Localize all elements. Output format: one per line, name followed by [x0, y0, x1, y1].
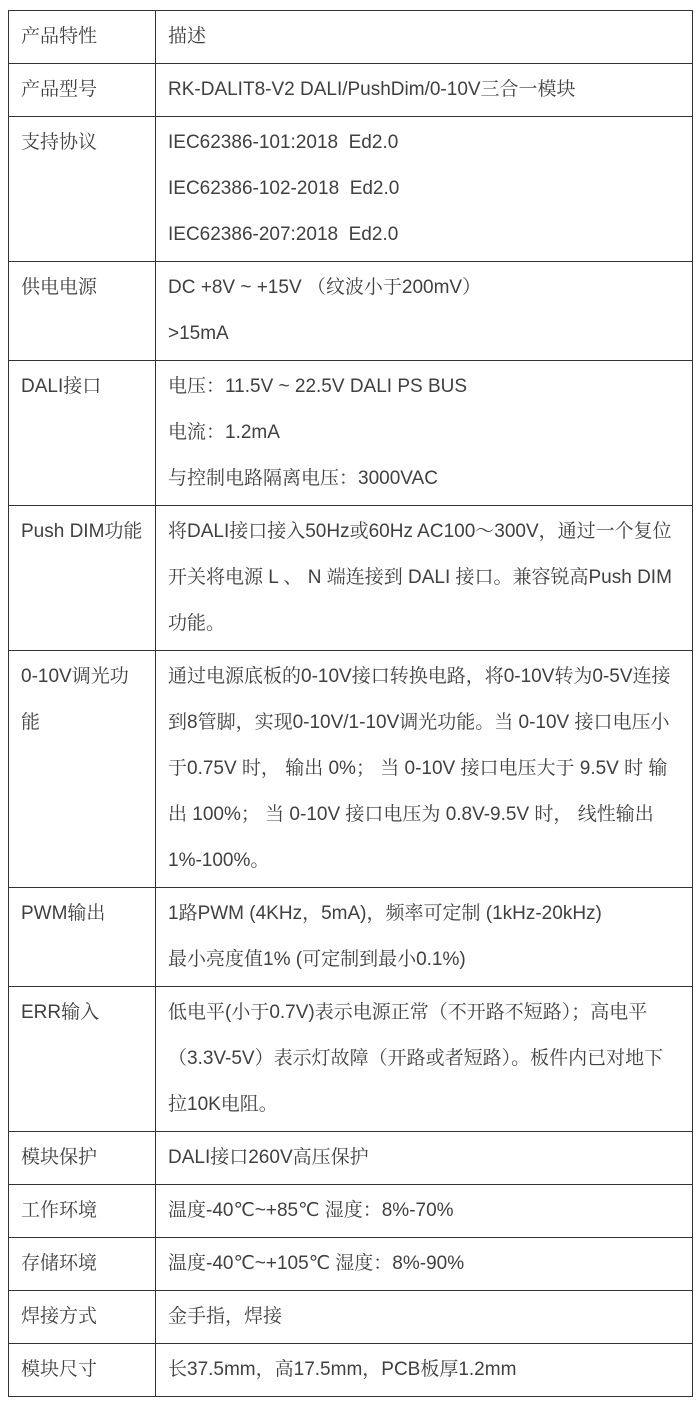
feature-label: DALI接口: [21, 376, 102, 397]
description-line: 电流：1.2mA: [168, 422, 280, 443]
description-cell: [156, 117, 693, 262]
description-line: 将DALI接口接入50Hz或60Hz AC100～300V，通过一个复位开关将电源 L 、 N 端连接到 DALI 接口。兼容锐高Push DIM 功能。: [168, 521, 678, 634]
table-row: [9, 117, 693, 262]
table-row: [9, 987, 693, 1132]
feature-cell: [9, 1291, 156, 1344]
table-row: [9, 1238, 693, 1291]
description-line: IEC62386-101:2018 Ed2.0: [168, 132, 399, 153]
table-row: [9, 1291, 693, 1344]
description-cell: [156, 361, 693, 506]
feature-cell: [9, 1344, 156, 1397]
description-line: DC +8V ~ +15V （纹波小于200mV）: [168, 277, 482, 298]
description-line: DALI接口260V高压保护: [168, 1147, 369, 1168]
feature-label: ERR输入: [21, 1002, 100, 1023]
description-line: 长37.5mm，高17.5mm，PCB板厚1.2mm: [168, 1359, 517, 1380]
feature-label: 产品型号: [21, 79, 98, 100]
description-cell: [156, 651, 693, 888]
table-row: [9, 506, 693, 651]
header-description-cell: [156, 11, 693, 64]
description-line: IEC62386-102-2018 Ed2.0: [168, 178, 400, 199]
description-cell: [156, 888, 693, 987]
description-cell: [156, 1344, 693, 1397]
description-line: 温度-40℃~+105℃ 湿度：8%-90%: [168, 1253, 465, 1274]
description-cell: [156, 1238, 693, 1291]
table-row: [9, 1132, 693, 1185]
feature-cell: [9, 1185, 156, 1238]
feature-label: 支持协议: [21, 132, 98, 153]
header-feature-label: 产品特性: [21, 26, 98, 47]
description-line: 金手指，焊接: [168, 1306, 283, 1327]
description-line: RK-DALIT8-V2 DALI/PushDim/0-10V三合一模块: [168, 79, 576, 100]
feature-label: 0-10V调光功能: [21, 666, 129, 733]
table-row: [9, 361, 693, 506]
feature-label: Push DIM功能: [21, 521, 143, 542]
description-line: IEC62386-207:2018 Ed2.0: [168, 224, 399, 245]
description-line: 最小亮度值1% (可定制到最小0.1%): [168, 949, 466, 970]
table-row: [9, 1344, 693, 1397]
feature-cell: [9, 506, 156, 651]
description-cell: [156, 1132, 693, 1185]
feature-cell: [9, 651, 156, 888]
description-cell: [156, 987, 693, 1132]
table-row: [9, 888, 693, 987]
feature-cell: [9, 1132, 156, 1185]
table-row: [9, 1185, 693, 1238]
feature-cell: [9, 888, 156, 987]
description-cell: [156, 262, 693, 361]
feature-cell: [9, 64, 156, 117]
feature-label: PWM输出: [21, 903, 106, 924]
table-row: [9, 64, 693, 117]
header-feature-cell: [9, 11, 156, 64]
feature-label: 模块尺寸: [21, 1359, 98, 1380]
table-row: [9, 262, 693, 361]
description-cell: [156, 506, 693, 651]
feature-label: 存储环境: [21, 1253, 98, 1274]
description-line: 通过电源底板的0-10V接口转换电路，将0-10V转为0-5V连接到8管脚，实现0-10V/1-10V调光功能。当 0-10V 接口电压小于0.75V 时， 输出 0%； 当 0-10V 接口电压大于 9.5V 时 输出 100%； 当 0-10V 接口电压为 0.8V-9.5V 时， 线性输出 1%-100%。: [168, 666, 671, 871]
description-line: 低电平(小于0.7V)表示电源正常（不开路不短路）；高电平（3.3V-5V）表示灯故障（开路或者短路）。板件内已对地下拉10K电阻。: [168, 1002, 664, 1115]
spec-table-body: [9, 11, 693, 1397]
description-line: 温度-40℃~+85℃ 湿度：8%-70%: [168, 1200, 454, 1221]
feature-cell: [9, 987, 156, 1132]
feature-cell: [9, 1238, 156, 1291]
feature-cell: [9, 361, 156, 506]
description-cell: [156, 64, 693, 117]
feature-label: 焊接方式: [21, 1306, 98, 1327]
table-header-row: [9, 11, 693, 64]
description-cell: [156, 1185, 693, 1238]
description-line: 与控制电路隔离电压：3000VAC: [168, 468, 438, 489]
product-spec-table: [8, 10, 693, 1397]
description-line: 1路PWM (4KHz，5mA)，频率可定制 (1kHz-20kHz): [168, 903, 602, 924]
description-line: >15mA: [168, 323, 229, 344]
feature-cell: [9, 262, 156, 361]
feature-label: 模块保护: [21, 1147, 98, 1168]
description-cell: [156, 1291, 693, 1344]
feature-cell: [9, 117, 156, 262]
header-description-label: 描述: [168, 26, 207, 47]
table-row: [9, 651, 693, 888]
description-line: 电压：11.5V ~ 22.5V DALI PS BUS: [168, 376, 468, 397]
feature-label: 供电电源: [21, 277, 98, 298]
feature-label: 工作环境: [21, 1200, 98, 1221]
